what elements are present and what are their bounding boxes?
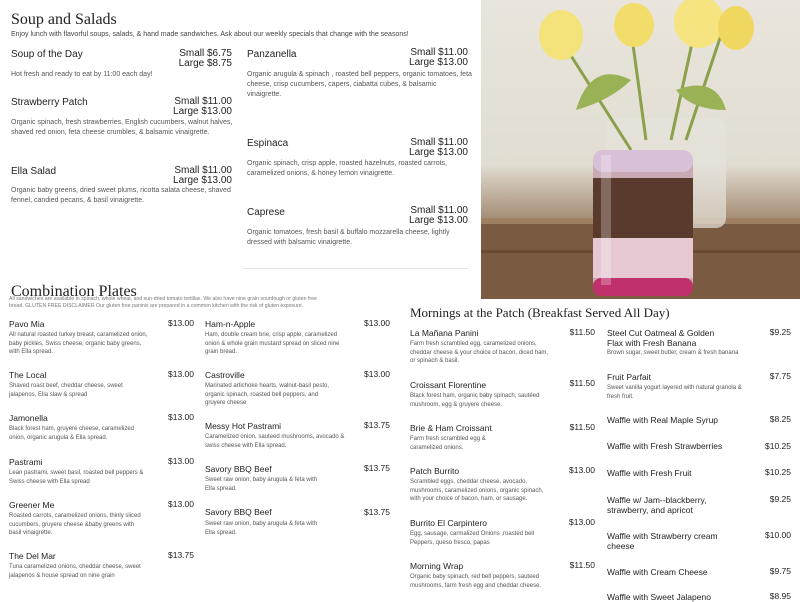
menu-item-price: $7.75	[769, 371, 791, 381]
menu-item-name: Ella Salad	[11, 166, 57, 177]
menu-item-desc: Black forest ham, gruyere cheese, caramelized onion, organic arugula & Ella spread.	[9, 426, 135, 441]
menu-item-name: Brie & Ham Croissant	[410, 423, 492, 433]
menu-item-desc: Organic spinach, fresh strawberries, English cucumbers, walnut halves, shaved red onion, feta cheese crumbles, & balsamic vinaigrette.	[11, 119, 233, 136]
combination-plates-title: Combination Plates	[11, 283, 137, 300]
menu-item-price: $13.00	[168, 318, 194, 328]
menu-item-price: $13.00	[569, 517, 595, 527]
menu-item-desc: Lean pastrami, sweet basil, roasted bell peppers & Swiss cheese with Ella spread	[9, 470, 144, 485]
menu-item-price: Small $11.00 Large $13.00	[409, 47, 468, 68]
menu-item-name: Savory BBQ Beef	[205, 507, 272, 517]
menu-item-name: Waffle with Fresh Strawberries	[607, 441, 723, 451]
menu-item-name: Patch Burrito	[410, 466, 460, 476]
menu-item-name: Soup of the Day	[11, 49, 83, 60]
menu-item-price: $13.00	[569, 465, 595, 475]
menu-item-name: Waffle w/ Jam--blackberry, strawberry, and apricot	[607, 495, 707, 515]
menu-item-price: $13.00	[168, 456, 194, 466]
soup-salads-intro: Enjoy lunch with flavorful soups, salads, & hand made sandwiches. Ask about our weekly specials that change with the seasons!	[11, 31, 409, 38]
menu-item-name: Ham-n-Apple	[205, 319, 256, 329]
menu-item-desc: Scrambled eggs, cheddar cheese, avocado, mushrooms, caramelized onions, organic spinach, with your choice of bacon, ham, or sausage.	[410, 479, 544, 502]
menu-item-desc: Brown sugar, sweet butter, cream & fresh banana	[607, 350, 739, 356]
menu-item-price: $13.00	[168, 412, 194, 422]
breakfast-title: Mornings at the Patch (Breakfast Served All Day)	[410, 305, 670, 320]
menu-item-desc: Caramelized onion, sauteed mushrooms, avocado & swiss cheese with Ella spread.	[205, 434, 345, 449]
menu-item-name: Burrito El Carpintero	[410, 518, 488, 528]
menu-item-name: Messy Hot Pastrami	[205, 421, 282, 431]
menu-item-price: $8.95	[769, 591, 791, 601]
menu-item-desc: Roasted carrots, caramelized onions, thinly sliced cucumbers, gruyere cheese &baby greens with basil vinaigrette.	[9, 513, 141, 536]
menu-item-desc: Organic baby greens, dried sweet plums, ricotta salata cheese, shaved fennel, candied pecans, & basil vinaigrette.	[11, 187, 231, 204]
menu-item-price: $9.25	[769, 327, 791, 337]
menu-item-name: Pastrami	[9, 457, 43, 467]
menu-item-name: Espinaca	[247, 138, 289, 149]
menu-item-price: $11.50	[569, 560, 595, 570]
menu-item-name: Waffle with Strawberry cream cheese	[607, 531, 718, 551]
menu-item-price: $11.50	[569, 422, 595, 432]
menu-item-price: $13.00	[364, 369, 390, 379]
menu-item-desc: Farm fresh scrambled egg & caramelized onions.	[410, 436, 486, 451]
menu-item-name: Fruit Parfait	[607, 372, 651, 382]
menu-item-desc: Sweet raw onion, baby arugula & feta with Ella spread.	[205, 477, 318, 492]
menu-item-price: Small $11.00 Large $13.00	[409, 205, 468, 226]
menu-item-name: Pavo Mia	[9, 319, 45, 329]
menu-item-price: $9.25	[769, 494, 791, 504]
menu-item-price: Small $11.00 Large $13.00	[173, 96, 232, 117]
menu-item-desc: Tuna caramelized onions, cheddar cheese, sweet jalapenos & house spread on nine grain	[9, 564, 141, 579]
menu-item-price: $8.25	[769, 414, 791, 424]
menu-item-price: $11.50	[569, 378, 595, 388]
section-divider	[243, 268, 468, 269]
menu-item-name: Greener Me	[9, 500, 55, 510]
menu-item-price: $13.75	[168, 550, 194, 560]
menu-item-price: Small $11.00 Large $13.00	[409, 137, 468, 158]
menu-item-name: Croissant Florentine	[410, 380, 487, 390]
menu-item-desc: Organic baby spinach, red bell peppers, sauteed mushrooms, farm fresh egg and cheddar cheese.	[410, 574, 542, 589]
menu-item-desc: Sweet raw onion, baby arugula & feta with Ella spread.	[205, 521, 318, 536]
menu-item-name: The Local	[9, 370, 47, 380]
menu-item-price: $10.00	[765, 530, 791, 540]
menu-item-price: $13.00	[168, 499, 194, 509]
menu-item-price: Small $11.00 Large $13.00	[173, 165, 232, 186]
menu-item-name: The Del Mar	[9, 551, 56, 561]
menu-item-price: $11.50	[569, 327, 595, 337]
menu-item-price: $13.75	[364, 420, 390, 430]
menu-item-price: $9.75	[769, 566, 791, 576]
menu-item-name: Morning Wrap	[410, 561, 464, 571]
menu-item-name: La Mañana Panini	[410, 328, 479, 338]
combination-plates-note: All sandwiches are available in spinach, whole wheat, and sun-dried tomato tortillas. We also have nine grain sourdough or gluten free bread. GLUTEN FREE DISCLAIMER Our gluten free paninis are prepared in a common kitchen with the risk of gluten exposure.	[9, 296, 317, 309]
menu-item-desc: Black forest ham, organic baby spinach, sautéed mushroom, egg & gruyere cheese.	[410, 393, 540, 408]
menu-item-name: Jamonella	[9, 413, 48, 423]
menu-item-desc: Hot fresh and ready to eat by 11:00 each day!	[11, 71, 153, 78]
menu-item-desc: Egg, sausage, carmalized Onions ,roasted bell Peppers, queso fresco, papas	[410, 531, 535, 546]
menu-item-name: Castroville	[205, 370, 245, 380]
menu-item-desc: Organic arugula & spinach , roasted bell peppers, organic tomatoes, feta cheese, crisp cucumbers, capers, ciabatta cubes, & balsamic vinaigrette.	[247, 71, 472, 98]
menu-item-price: Small $6.75 Large $8.75	[178, 48, 232, 69]
menu-item-name: Savory BBQ Beef	[205, 464, 272, 474]
soup-salads-title: Soup and Salads	[11, 11, 117, 28]
menu-item-desc: Sweet vanilla yogurt layered with natural granola & fresh fruit.	[607, 385, 742, 400]
menu-item-desc: All natural roasted turkey breast, caramelized onion, baby pickles, Swiss cheese, organic baby greens, with Ella spread.	[9, 332, 148, 355]
menu-item-name: Waffle with Real Maple Syrup	[607, 415, 719, 425]
menu-item-desc: Ham, double cream brie, crisp apple, caramelized onion & whole grain mustard spread on sliced nine grain bread.	[205, 332, 340, 355]
menu-item-name: Waffle with Sweet Jalapeno	[607, 592, 711, 602]
menu-item-name: Waffle with Fresh Fruit	[607, 468, 692, 478]
menu-item-desc: Shaved roast beef, cheddar cheese, sweet jalapenos, Ella slaw & spread	[9, 383, 123, 398]
menu-item-price: $13.75	[364, 507, 390, 517]
menu-item-name: Panzanella	[247, 49, 297, 60]
menu-item-name: Steel Cut Oatmeal & Golden Flax with Fresh Banana	[607, 328, 715, 348]
menu-item-name: Strawberry Patch	[11, 97, 88, 108]
menu-item-price: $13.00	[168, 369, 194, 379]
menu-item-desc: Farm fresh scrambled egg, caramelized onions, cheddar cheese & your choice of bacon, diced ham, or spinach & basil.	[410, 341, 549, 364]
menu-item-price: $10.25	[765, 467, 791, 477]
menu-item-name: Caprese	[247, 207, 285, 218]
menu-item-price: $13.00	[364, 318, 390, 328]
drink-photo	[481, 0, 800, 299]
menu-item-price: $10.25	[765, 441, 791, 451]
menu-item-desc: Marinated artichoke hearts. walnut-basil pesto, organic spinach, roasted bell peppers, and gruyere cheese	[205, 383, 330, 406]
menu-item-name: Waffle with Cream Cheese	[607, 567, 708, 577]
menu-item-desc: Organic tomatoes, fresh basil & buffalo mozzarella cheese, lightly dressed with balsamic vinaigrette.	[247, 229, 450, 246]
menu-item-desc: Organic spinach, crisp apple, roasted hazelnuts, roasted carrots, caramelized onions, & honey lemon vinaigrette.	[247, 160, 447, 177]
menu-item-price: $13.75	[364, 463, 390, 473]
